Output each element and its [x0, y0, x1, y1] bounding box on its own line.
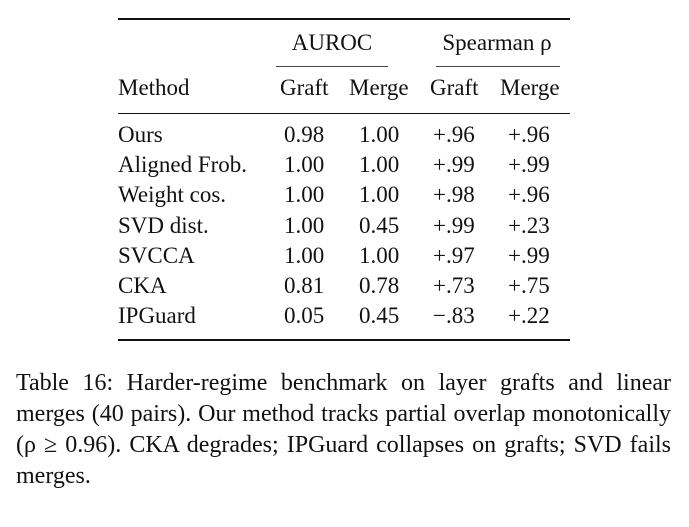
method-cell: CKA [118, 273, 167, 298]
col-header-spearman-graft: Graft [430, 75, 479, 100]
auroc-graft-cell: 1.00 [284, 242, 325, 268]
method-cell: Ours [118, 122, 163, 147]
spearman-merge-cell: +.96 [508, 122, 550, 147]
spearman-merge-cell: +.99 [508, 242, 550, 268]
spearman-merge-cell: +.22 [508, 303, 550, 329]
method-cell: Aligned Frob. [118, 152, 248, 178]
auroc-merge-cell: 0.45 [359, 303, 400, 329]
method-cell: SVD dist. [118, 212, 209, 238]
spearman-graft-cell: +.73 [433, 273, 475, 298]
method-cell: IPGuard [118, 303, 196, 329]
col-header-method: Method [118, 75, 190, 100]
table-row [118, 243, 570, 273]
table-mid-rule [118, 113, 570, 114]
spearman-graft-cell: +.98 [433, 182, 475, 208]
auroc-graft-cell: 1.00 [284, 212, 325, 238]
auroc-graft-cell: 0.81 [284, 273, 325, 298]
table-row [118, 152, 570, 182]
spearman-merge-cell: +.96 [508, 182, 550, 208]
auroc-merge-cell: 1.00 [359, 242, 400, 268]
table-top-rule [118, 18, 570, 20]
method-cell: SVCCA [118, 242, 195, 268]
spearman-graft-cell: +.97 [433, 242, 475, 268]
auroc-merge-cell: 1.00 [359, 182, 400, 208]
auroc-merge-cell: 0.45 [359, 212, 400, 238]
table-row [118, 273, 570, 303]
auroc-cmidrule [276, 66, 388, 67]
col-header-auroc-graft: Graft [280, 75, 329, 100]
table-row [118, 213, 570, 243]
group-header-spearman: Spearman ρ [442, 30, 552, 55]
col-header-spearman-merge: Merge [500, 75, 560, 100]
auroc-graft-cell: 0.05 [284, 303, 325, 329]
auroc-merge-cell: 1.00 [359, 152, 400, 178]
spearman-merge-cell: +.75 [508, 273, 550, 298]
table-row [118, 303, 570, 333]
group-header-auroc: AUROC [291, 30, 373, 55]
spearman-merge-cell: +.99 [508, 152, 550, 178]
table-row [118, 122, 570, 152]
auroc-graft-cell: 0.98 [284, 122, 325, 147]
spearman-graft-cell: +.99 [433, 152, 475, 178]
spearman-cmidrule [436, 66, 560, 67]
auroc-graft-cell: 1.00 [284, 152, 325, 178]
auroc-merge-cell: 1.00 [359, 122, 400, 147]
col-header-auroc-merge: Merge [349, 75, 409, 100]
spearman-graft-cell: −.83 [433, 303, 475, 329]
table-caption: Table 16: Harder-regime benchmark on layer grafts and linear merges (40 pairs). Our method tracks partial overlap monotonically (ρ ≥ 0.96). CKA degrades; IPGuard collapses on grafts; SVD fails merges. [16, 370, 671, 489]
auroc-graft-cell: 1.00 [284, 182, 325, 208]
method-cell: Weight cos. [118, 182, 227, 208]
spearman-merge-cell: +.23 [508, 212, 550, 238]
spearman-graft-cell: +.99 [433, 212, 475, 238]
auroc-merge-cell: 0.78 [359, 273, 400, 298]
table-row [118, 182, 570, 212]
spearman-graft-cell: +.96 [433, 122, 475, 147]
table-bottom-rule [118, 339, 570, 341]
